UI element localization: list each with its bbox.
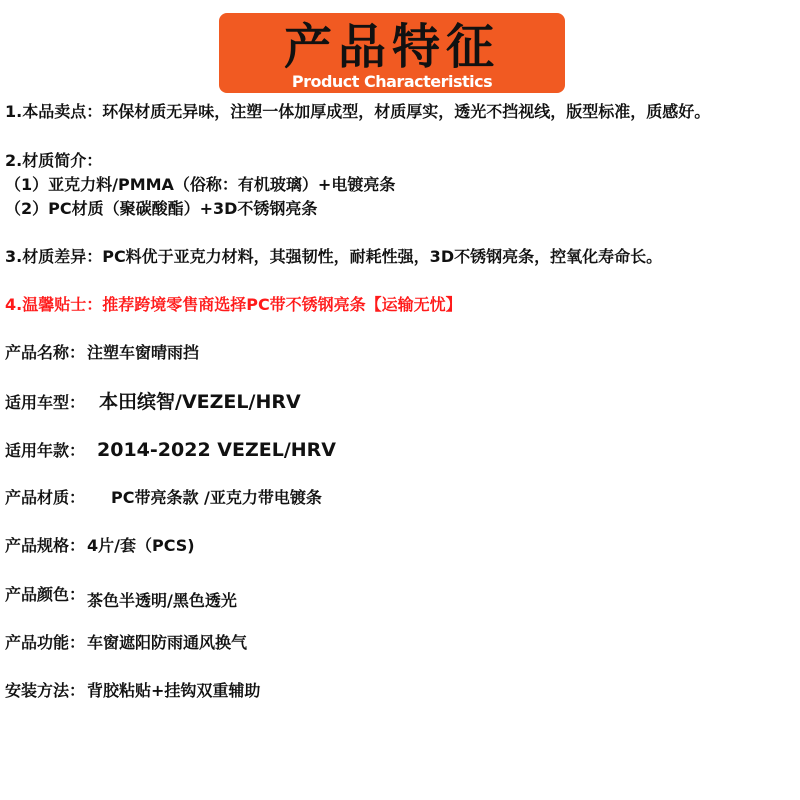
spec-value: 注塑车窗晴雨挡	[87, 343, 200, 362]
spec-value: 2014-2022 VEZEL/HRV	[97, 439, 336, 461]
material-item-1: （1）亚克力料/PMMA（俗称：有机玻璃）+电镀亮条	[5, 175, 396, 194]
selling-point-line: 1.本品卖点：环保材质无异味，注塑一体加厚成型，材质厚实，透光不挡视线，版型标准，质感好。	[5, 102, 711, 121]
tips-line: 4.温馨贴士：推荐跨境零售商选择PC带不锈钢亮条【运输无忧】	[5, 295, 462, 314]
spec-value: 茶色半透明/黑色透光	[87, 591, 237, 610]
spec-row	[5, 487, 322, 509]
spec-row	[5, 342, 199, 364]
spec-row	[5, 391, 301, 414]
spec-label: 安装方法：	[5, 681, 86, 700]
spec-row	[5, 535, 195, 557]
spec-label: 产品名称：	[5, 343, 86, 362]
spec-label: 产品材质：	[5, 488, 86, 507]
spec-value: 4片/套（PCS)	[87, 536, 195, 555]
spec-value: PC带亮条款 /亚克力带电镀条	[111, 488, 322, 507]
spec-row	[5, 632, 247, 654]
spec-label: 适用车型：	[5, 393, 86, 412]
banner-subtitle: Product Characteristics	[291, 72, 493, 91]
spec-label: 适用年款：	[5, 441, 86, 460]
spec-row	[5, 584, 237, 610]
spec-label: 产品功能：	[5, 633, 86, 652]
spec-label: 产品颜色：	[5, 585, 86, 604]
material-difference-line: 3.材质差异：PC料优于亚克力材料，其强韧性，耐耗性强，3D不锈钢亮条，控氧化寿命长。	[5, 247, 663, 266]
material-item-2: （2）PC材质（聚碳酸酯）+3D不锈钢亮条	[5, 199, 318, 218]
banner-title: 产品特征	[283, 19, 500, 75]
material-intro-title: 2.材质简介：	[5, 151, 103, 170]
spec-value: 背胶粘贴+挂钩双重辅助	[87, 681, 261, 700]
spec-label: 产品规格：	[5, 536, 86, 555]
spec-row	[5, 439, 336, 462]
spec-value: 本田缤智/VEZEL/HRV	[99, 391, 301, 413]
header-banner	[219, 13, 565, 93]
spec-value: 车窗遮阳防雨通风换气	[87, 633, 248, 652]
spec-row	[5, 680, 260, 702]
